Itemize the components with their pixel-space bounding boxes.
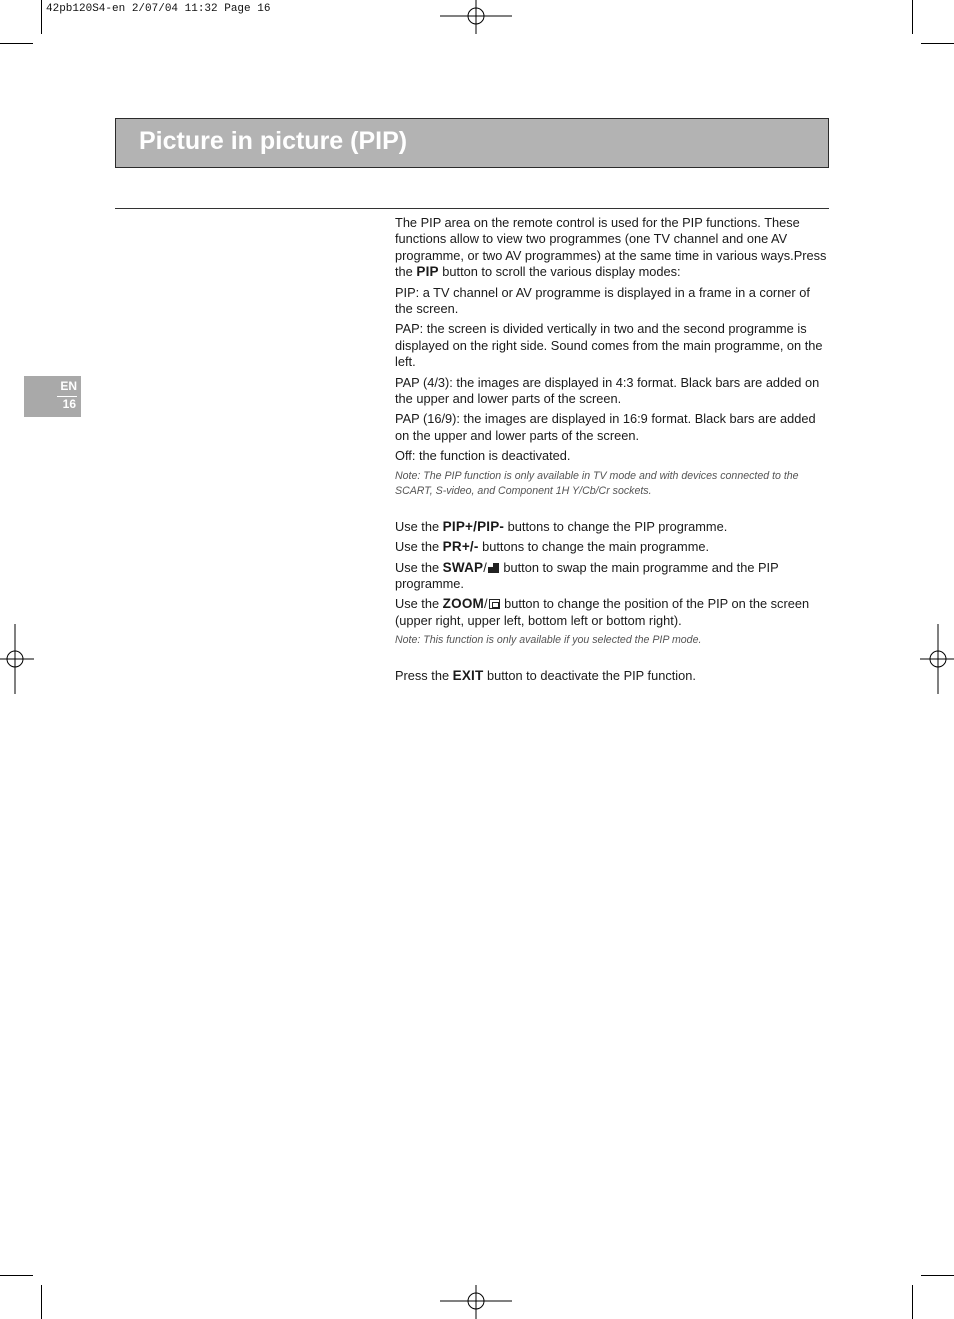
crop-mark [921,1275,954,1276]
registration-mark-icon [920,624,954,694]
page-title: Picture in picture (PIP) [139,127,408,155]
crop-mark [41,1285,42,1319]
mode-off: Off: the function is deactivated. [395,448,571,464]
crop-mark [912,0,913,34]
crop-mark [912,1285,913,1319]
main-content [395,215,831,689]
swap-key: SWAP [442,559,484,575]
zoom-key: ZOOM [442,596,484,612]
intro-paragraph: The PIP area on the remote control is used for the PIP functions. These functions allow to view two programmes (one TV channel and one AV programme, or two AV programmes) at the same time in various ways.Press the PIP button to scroll the various display modes: [395,215,827,280]
spacer [395,503,831,519]
pr-plus-minus-key: PR+/- [442,539,479,555]
language-page-tab [24,376,81,417]
zoom-button-instruction: Use the ZOOM/ button to change the position of the PIP on the screen (upper right, upper left, bottom left or bottom right). [395,596,810,628]
mode-pap-4-3: PAP (4/3): the images are displayed in 4:3 format. Black bars are added on the upper and lower parts of the screen. [395,374,820,407]
mode-pap: PAP: the screen is divided vertically in two and the second programme is displayed on the right side. Sound comes from the main programme, on the left. [395,321,823,370]
print-slug: 42pb120S4-en 2/07/04 11:32 Page 16 [46,3,271,15]
crop-mark [0,43,33,44]
crop-mark [921,43,954,44]
exit-button-instruction: Press the EXIT button to deactivate the PIP function. [395,668,696,684]
section-divider [115,208,829,209]
pr-buttons-instruction: Use the PR+/- buttons to change the main programme. [395,539,710,555]
spacer [395,652,831,668]
swap-button-instruction: Use the SWAP/ button to swap the main programme and the PIP programme. [395,559,779,591]
note-pip-mode: Note: This function is only available if you selected the PIP mode. [395,634,702,647]
crop-mark [0,1275,33,1276]
swap-icon [488,563,499,573]
title-banner [115,118,829,168]
registration-mark-icon [440,0,512,34]
crop-mark [41,0,42,34]
page-number: 16 [62,397,76,411]
registration-mark-icon [440,1285,512,1319]
note-pip-availability: Note: The PIP function is only available in TV mode and with devices connected to the SCART, S-video, and Component 1H Y/Cb/Cr sockets. [395,469,799,497]
language-code: EN [60,379,77,393]
pip-buttons-instruction: Use the PIP+/PIP- buttons to change the PIP programme. [395,518,728,534]
mode-pip: PIP: a TV channel or AV programme is displayed in a frame in a corner of the screen. [395,284,810,317]
exit-key: EXIT [452,668,484,684]
zoom-icon [489,599,500,609]
registration-mark-icon [0,624,34,694]
pip-plus-minus-key: PIP+/PIP- [442,518,505,534]
mode-pap-16-9: PAP (16/9): the images are displayed in 16:9 format. Black bars are added on the upper and lower parts of the screen. [395,411,816,443]
pip-key: PIP [416,264,439,280]
